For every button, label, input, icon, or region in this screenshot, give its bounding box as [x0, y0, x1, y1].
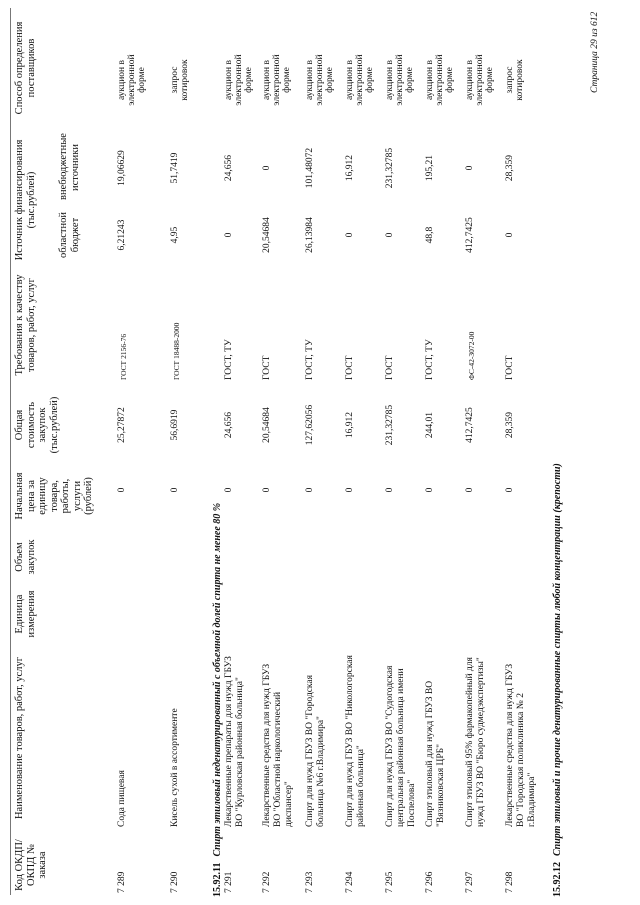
row-total: 231,32785: [385, 404, 395, 446]
row-requirements: ГОСТ, ТУ: [224, 339, 234, 380]
row-unit-price: 0: [305, 487, 315, 493]
page-number-footer: Страница 29 из 612: [590, 11, 600, 93]
row-regional-budget: 26,13984: [305, 217, 315, 253]
row-name: Спирт для нужд ГБУЗ ВО "Судогодская центральная районная больница имени Поспелова": [385, 665, 417, 827]
row-number: 7 296: [425, 871, 435, 893]
row-regional-budget: 20,54684: [262, 217, 272, 253]
row-extra-budget: 19,06629: [117, 150, 127, 186]
row-extra-budget: 231,32785: [385, 147, 395, 189]
row-unit-price: 0: [465, 487, 475, 493]
row-total: 24,656: [224, 411, 234, 439]
row-number: 7 289: [117, 871, 127, 893]
row-number: 7 294: [345, 871, 355, 893]
row-unit-price: 0: [345, 487, 355, 493]
row-regional-budget: 0: [505, 232, 515, 238]
header-top-rule: [10, 8, 11, 895]
row-number: 7 290: [170, 871, 180, 893]
row-regional-budget: 0: [224, 232, 234, 238]
row-unit-price: 0: [117, 487, 127, 493]
row-name: Спирт для нужд ГБУЗ ВО "Никологорская районная больница": [345, 655, 366, 827]
row-name: Лекарственные средства для нужд ГБУЗ ВО "Городская поликлиника № 2 г.Владимира": [505, 663, 537, 827]
row-requirements: ГОСТ, ТУ: [425, 339, 435, 380]
section-heading: [212, 503, 223, 897]
row-unit-price: 0: [425, 487, 435, 493]
row-regional-budget: 0: [345, 232, 355, 238]
section-code: 15.92.12: [552, 862, 563, 897]
header-code: Код ОКДП/ ОКПД № заказа: [14, 839, 48, 891]
header-unit-price: Начальная цена за единицу товара, работы, услуги (рублей): [14, 472, 94, 520]
row-total: 127,62056: [305, 404, 315, 446]
section-code: 15.92.11: [212, 862, 223, 897]
row-number: 7 293: [305, 871, 315, 893]
row-number: 7 297: [465, 871, 475, 893]
row-name: Кисель сухой в ассортименте: [170, 708, 180, 827]
section-heading: [552, 463, 563, 897]
row-number: 7 298: [505, 871, 515, 893]
row-method: аукцион в электронной форме: [262, 54, 292, 106]
row-requirements: ГОСТ: [262, 355, 272, 380]
row-unit-price: 0: [505, 487, 515, 493]
row-regional-budget: 0: [385, 232, 395, 238]
row-number: 7 295: [385, 871, 395, 893]
row-name: Спирт этиловый для нужд ГБУЗ ВО "Вязниковская ЦРБ": [425, 680, 446, 827]
row-requirements: ГОСТ: [345, 355, 355, 380]
row-name: Сода пищевая: [117, 770, 127, 827]
row-total: 244,01: [425, 411, 435, 439]
header-volume: Объем закупок: [14, 539, 37, 575]
row-method: аукцион в электронной форме: [385, 54, 415, 106]
row-requirements: ГОСТ: [505, 355, 515, 380]
row-method: запрос котировок: [170, 59, 190, 101]
row-extra-budget: 24,656: [224, 154, 234, 182]
header-requirements: Требования к качеству товаров, работ, услуг: [14, 274, 37, 376]
header-method: Способ определения поставщиков: [14, 21, 37, 115]
section-title: Спирт этиловый и прочие денатурированные спирты любой концентрации (крепости): [552, 463, 563, 856]
row-method: запрос котировок: [505, 59, 525, 101]
row-total: 16,912: [345, 411, 355, 439]
row-method: аукцион в электронной форме: [305, 54, 335, 106]
row-regional-budget: 48,8: [425, 226, 435, 244]
row-method: аукцион в электронной форме: [117, 54, 147, 106]
row-extra-budget: 0: [465, 165, 475, 171]
header-extra-budget: внебюджетные источники: [58, 133, 81, 200]
row-extra-budget: 0: [262, 165, 272, 171]
row-requirements: ГОСТ 2156-76: [119, 333, 128, 380]
row-requirements: ГОСТ 18488-2000: [172, 322, 181, 380]
section-title: Спирт этиловый неденатурированный с объемной долей спирта не менее 80 %: [212, 502, 223, 857]
row-extra-budget: 101,48072: [305, 147, 315, 189]
row-regional-budget: 412,7425: [465, 217, 475, 253]
header-unit: Единица измерения: [14, 590, 37, 638]
row-extra-budget: 195,21: [425, 154, 435, 182]
row-unit-price: 0: [262, 487, 272, 493]
row-requirements: ФС-42-3072-00: [467, 331, 476, 380]
header-financing: Источник финансирования (тыс.рублей): [14, 139, 37, 261]
row-method: аукцион в электронной форме: [465, 54, 495, 106]
row-total: 56,6919: [170, 409, 180, 441]
row-total: 412,7425: [465, 407, 475, 443]
row-method: аукцион в электронной форме: [224, 54, 254, 106]
row-requirements: ГОСТ: [385, 355, 395, 380]
row-total: 25,27872: [117, 407, 127, 443]
row-extra-budget: 51,7419: [170, 152, 180, 184]
row-method: аукцион в электронной форме: [345, 54, 375, 106]
row-extra-budget: 28,359: [505, 154, 515, 182]
row-unit-price: 0: [385, 487, 395, 493]
header-regional-budget: областной бюджет: [58, 212, 81, 258]
row-number: 7 292: [262, 871, 272, 893]
row-unit-price: 0: [224, 487, 234, 493]
row-name: Спирт для нужд ГБУЗ ВО "Городская больница №6 г.Владимира": [305, 675, 326, 827]
header-name: Наименование товаров, работ, услуг: [14, 656, 25, 820]
row-unit-price: 0: [170, 487, 180, 493]
row-total: 28,359: [505, 411, 515, 439]
row-requirements: ГОСТ, ТУ: [305, 339, 315, 380]
header-total: Общая стоимость закупок (тыс.рублей): [14, 396, 60, 454]
row-name: Спирт этиловый 95% фармакопейный для нужд ГБУЗ ВО "Бюро судмедэкспертизы": [465, 657, 486, 827]
row-regional-budget: 4,95: [170, 226, 180, 244]
row-name: Лекарственные препараты для нужд ГБУЗ ВО "Курловская районная больница": [224, 656, 245, 827]
row-extra-budget: 16,912: [345, 154, 355, 182]
row-total: 20,54684: [262, 407, 272, 443]
row-number: 7 291: [224, 871, 234, 893]
row-name: Лекарственные средства для нужд ГБУЗ ВО "Областной наркологический диспансер": [262, 663, 294, 827]
row-regional-budget: 6,21243: [117, 219, 127, 251]
row-method: аукцион в электронной форме: [425, 54, 455, 106]
